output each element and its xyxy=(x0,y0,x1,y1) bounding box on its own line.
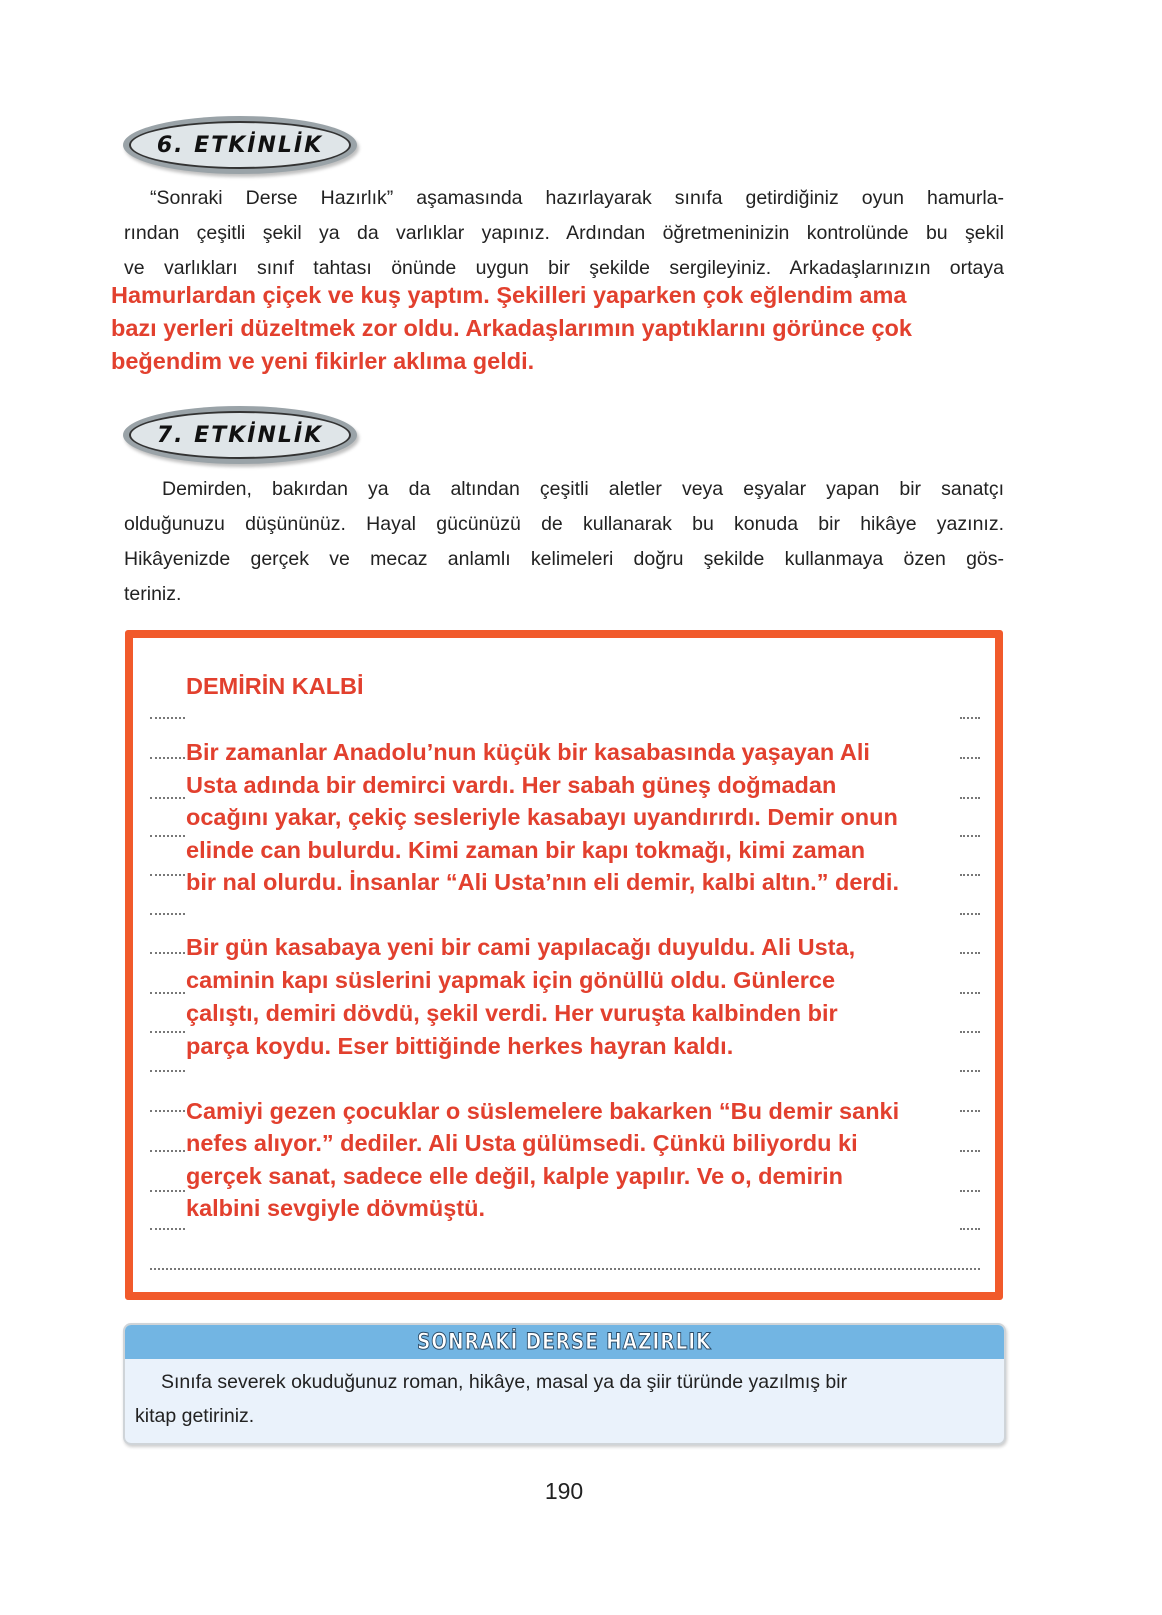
dotted-line xyxy=(960,1031,980,1033)
activity-6-answer xyxy=(111,279,912,378)
text-line: “Sonraki Derse Hazırlık” aşamasında hazırlayarak sınıfa getirdiğiniz oyun hamurla- xyxy=(150,187,1004,209)
badge-label: 7. ETKİNLİK xyxy=(156,422,324,448)
dotted-line xyxy=(150,1228,185,1230)
dotted-line xyxy=(960,835,980,837)
dotted-line xyxy=(960,913,980,915)
dotted-line xyxy=(960,1110,980,1112)
story-line: Camiyi gezen çocuklar o süslemelere bakarken “Bu demir sanki xyxy=(186,1098,900,1124)
dotted-line xyxy=(150,992,185,994)
answer-line: beğendim ve yeni fikirler aklıma geldi. xyxy=(111,348,535,374)
dotted-line xyxy=(150,757,185,759)
story-line: Bir gün kasabaya yeni bir cami yapılacağı duyuldu. Ali Usta, xyxy=(186,934,856,960)
story-line: Bir zamanlar Anadolu’nun küçük bir kasabasında yaşayan Ali xyxy=(186,739,870,765)
dotted-line xyxy=(150,913,185,915)
dotted-line xyxy=(960,1070,980,1072)
next-lesson-prep-box xyxy=(123,1323,1006,1445)
story-line: kalbini sevgiyle dövmüştü. xyxy=(186,1195,486,1221)
badge-label: 6. ETKİNLİK xyxy=(156,132,324,158)
prep-line: kitap getiriniz. xyxy=(135,1405,255,1427)
text-line: Demirden, bakırdan ya da altından çeşitli aletler veya eşyalar yapan bir sanatçı xyxy=(162,478,1004,500)
text-line: rından çeşitli şekil ya da varlıklar yapınız. Ardından öğretmeninizin kontrolünde bu şekil xyxy=(124,222,1004,244)
text-line: olduğunuzu düşününüz. Hayal gücünüzü de kullanarak bu konuda bir hikâye yazınız. xyxy=(124,513,1004,535)
answer-line: bazı yerleri düzeltmek zor oldu. Arkadaşlarımın yaptıklarını görünce çok xyxy=(111,315,912,341)
story-line: gerçek sanat, sadece elle değil, kalple yapılır. Ve o, demirin xyxy=(186,1163,844,1189)
dotted-line xyxy=(960,797,980,799)
story-line: ocağını yakar, çekiç sesleriyle kasabayı uyandırırdı. Demir onun xyxy=(186,804,898,830)
dotted-line xyxy=(960,952,980,954)
dotted-line xyxy=(150,1268,980,1270)
dotted-line xyxy=(150,1150,185,1152)
story-line: bir nal olurdu. İnsanlar “Ali Usta’nın eli demir, kalbi altın.” derdi. xyxy=(186,869,899,895)
dotted-line xyxy=(960,1150,980,1152)
dotted-line xyxy=(150,952,185,954)
dotted-line xyxy=(150,1190,185,1192)
story-line: elinde can bulurdu. Kimi zaman bir kapı tokmağı, kimi zaman xyxy=(186,837,866,863)
activity-6-instructions xyxy=(124,181,1004,286)
dotted-line xyxy=(150,874,185,876)
dotted-line xyxy=(960,1190,980,1192)
answer-line: Hamurlardan çiçek ve kuş yaptım. Şekilleri yaparken çok eğlendim ama xyxy=(111,282,907,308)
dotted-line xyxy=(960,874,980,876)
text-line: Hikâyenizde gerçek ve mecaz anlamlı kelimeleri doğru şekilde kullanmaya özen gös- xyxy=(124,548,1004,570)
story-line: Usta adında bir demirci vardı. Her sabah güneş doğmadan xyxy=(186,772,837,798)
dotted-line xyxy=(150,717,185,719)
dotted-line xyxy=(150,1110,185,1112)
page-number: 190 xyxy=(544,1478,584,1504)
story-title: DEMİRİN KALBİ xyxy=(186,673,364,699)
dotted-line xyxy=(960,992,980,994)
activity-6-badge xyxy=(123,116,357,174)
dotted-line xyxy=(960,757,980,759)
dotted-line xyxy=(960,717,980,719)
dotted-line xyxy=(960,1228,980,1230)
prep-line: Sınıfa severek okuduğunuz roman, hikâye, masal ya da şiir türünde yazılmış bir xyxy=(161,1371,848,1393)
prep-title: SONRAKİ DERSE HAZIRLIK xyxy=(417,1329,712,1355)
story-line: parça koydu. Eser bittiğinde herkes hayran kaldı. xyxy=(186,1033,734,1059)
dotted-line xyxy=(150,1031,185,1033)
text-line: teriniz. xyxy=(124,583,182,605)
activity-7-badge xyxy=(123,406,357,464)
story-line: nefes alıyor.” dediler. Ali Usta gülümsedi. Çünkü biliyordu ki xyxy=(186,1130,858,1156)
dotted-line xyxy=(150,797,185,799)
text-line: ve varlıkları sınıf tahtası önünde uygun bir şekilde sergileyiniz. Arkadaşlarınızın ortaya xyxy=(124,257,1004,279)
dotted-line xyxy=(150,835,185,837)
story-line: caminin kapı süslerini yapmak için gönüllü oldu. Günlerce xyxy=(186,967,836,993)
dotted-line xyxy=(150,1070,185,1072)
story-line: çalıştı, demiri dövdü, şekil verdi. Her vuruşta kalbinden bir xyxy=(186,1000,838,1026)
activity-7-instructions xyxy=(124,472,1004,612)
